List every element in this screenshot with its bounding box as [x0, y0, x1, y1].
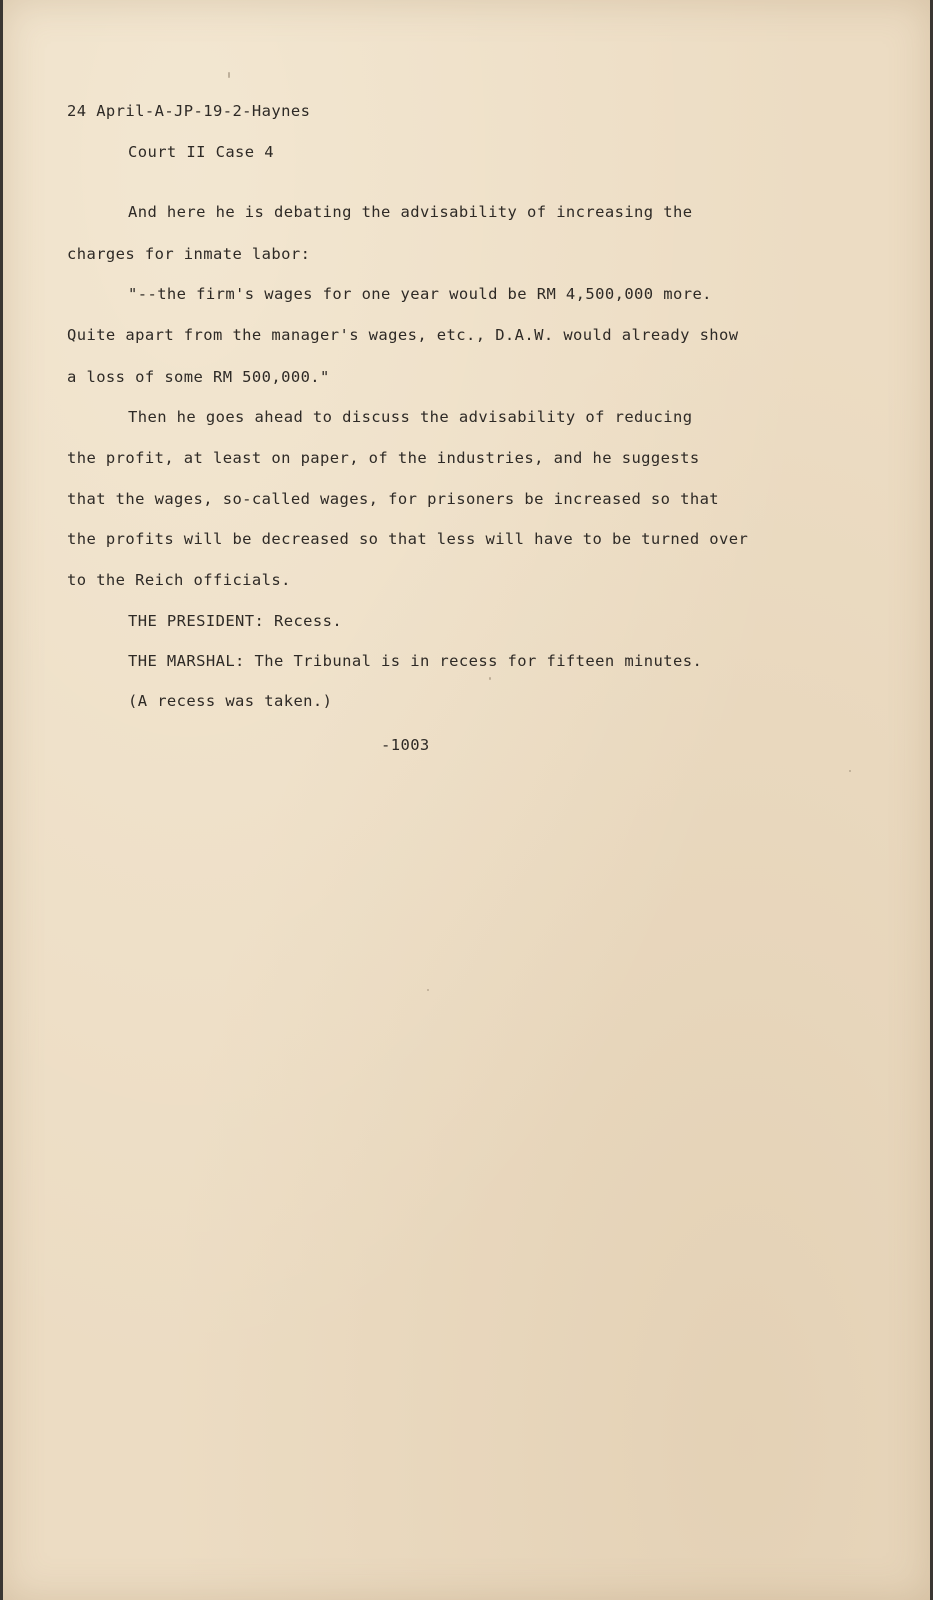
page-number: -1003 — [381, 736, 430, 754]
body-line: that the wages, so-called wages, for prisoners be increased so that — [67, 490, 720, 508]
paper-speck — [489, 677, 491, 680]
recess-note: (A recess was taken.) — [128, 692, 333, 710]
quote-line: a loss of some RM 500,000." — [67, 368, 330, 386]
quote-line: Quite apart from the manager's wages, etc., D.A.W. would already show — [67, 326, 739, 344]
paper-speck — [427, 989, 429, 991]
quote-line: "--the firm's wages for one year would be RM 4,500,000 more. — [128, 285, 712, 303]
body-line: And here he is debating the advisability of increasing the — [128, 203, 693, 221]
body-line: charges for inmate labor: — [67, 245, 311, 263]
court-case-line: Court II Case 4 — [128, 143, 274, 161]
body-line: Then he goes ahead to discuss the advisability of reducing — [128, 408, 693, 426]
body-line: the profit, at least on paper, of the industries, and he suggests — [67, 449, 700, 467]
body-line: the profits will be decreased so that less will have to be turned over — [67, 530, 749, 548]
paper-speck — [849, 770, 851, 772]
president-statement: THE PRESIDENT: Recess. — [128, 612, 343, 630]
body-line: to the Reich officials. — [67, 571, 291, 589]
document-header: 24 April-A-JP-19-2-Haynes — [67, 102, 311, 120]
paper-speck — [228, 72, 230, 78]
document-page — [3, 0, 930, 1600]
marshal-statement: THE MARSHAL: The Tribunal is in recess for fifteen minutes. — [128, 652, 703, 670]
